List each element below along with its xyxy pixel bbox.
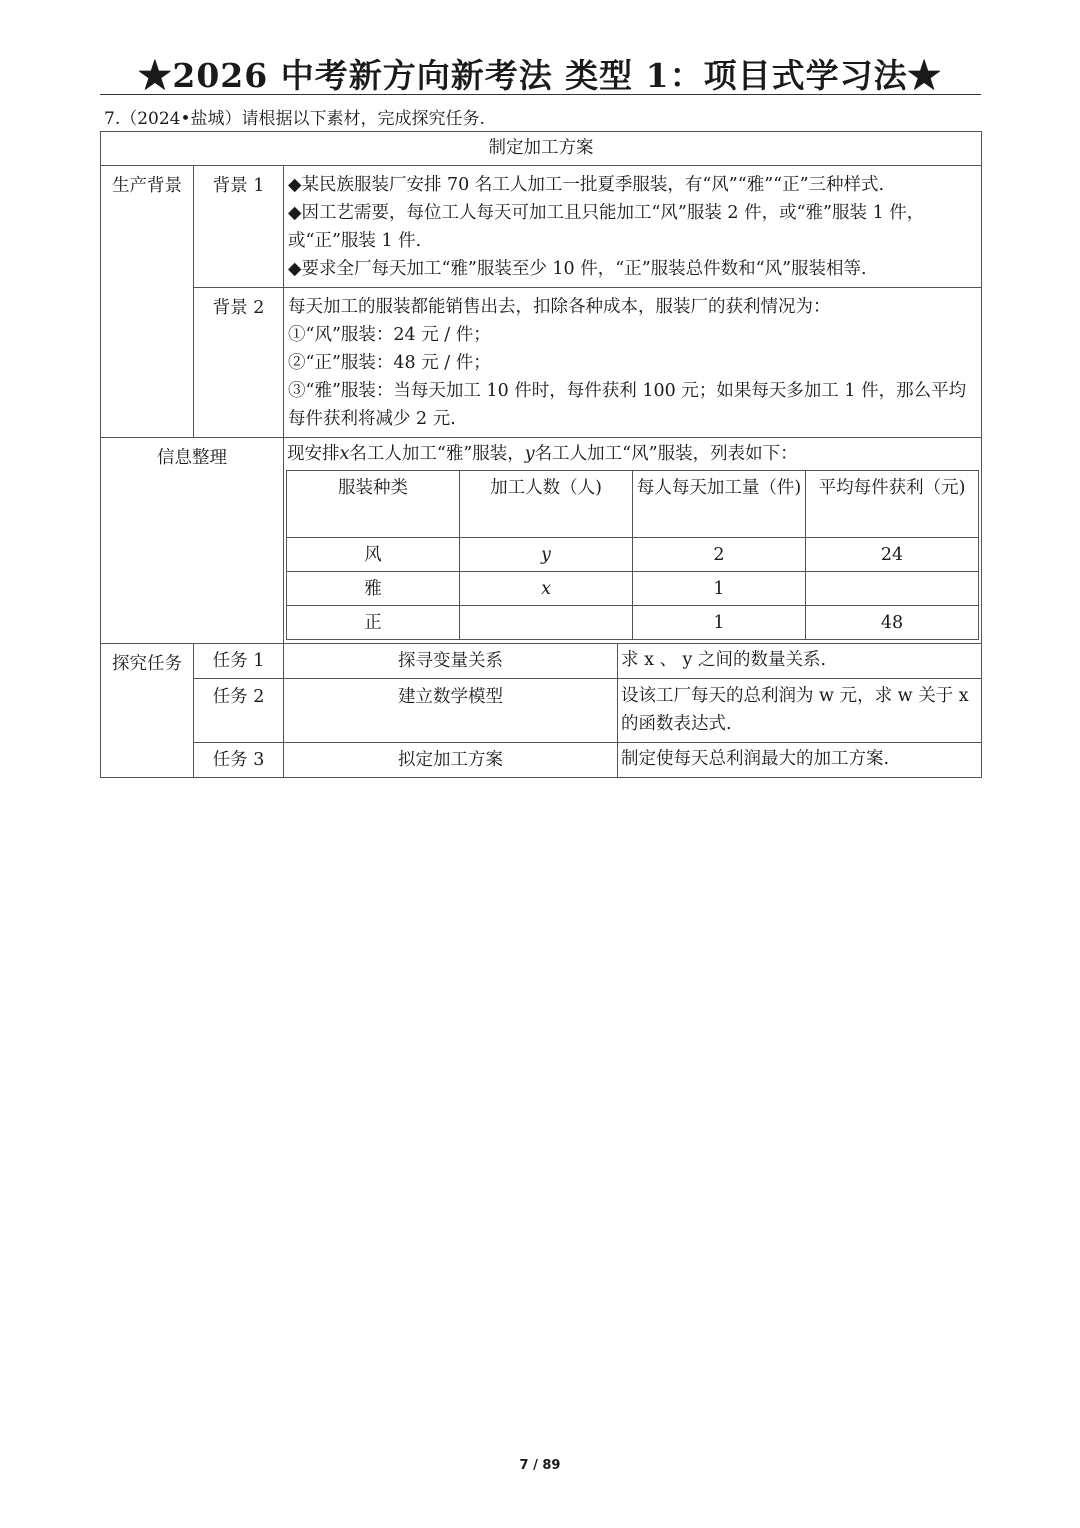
table-title: 制定加工方案 xyxy=(101,132,982,166)
background-2-line-1: 每天加工的服装都能销售出去，扣除各种成本，服装厂的获利情况为： xyxy=(288,297,831,317)
background-2-label: 背景 2 xyxy=(194,288,284,438)
info-content xyxy=(284,438,982,644)
explore-tasks-label: 探究任务 xyxy=(101,644,194,778)
header-cell-workers: 加工人数（人) xyxy=(460,471,633,538)
cell-output: 1 xyxy=(633,572,806,606)
task-3-row xyxy=(101,743,982,778)
background-1-label: 背景 1 xyxy=(194,166,284,288)
table-row xyxy=(287,606,979,640)
cell-workers: x xyxy=(460,572,633,606)
info-row xyxy=(101,438,982,644)
background-1-content xyxy=(284,166,982,288)
cell-profit: 48 xyxy=(806,606,979,640)
background-2-line-4: ③“雅”服装：当每天加工 10 件时，每件获利 100 元；如果每天多加工 1 件，那么平均每件获利将减少 2 元. xyxy=(288,381,967,429)
background-1-line-3: ◆要求全厂每天加工“雅”服装至少 10 件，“正”服装总件数和“风”服装相等. xyxy=(288,259,867,279)
task-3-desc: 制定使每天总利润最大的加工方案. xyxy=(618,743,982,778)
task-1-row xyxy=(101,644,982,679)
cell-profit: 24 xyxy=(806,538,979,572)
page-header-title: ★2026 中考新方向新考法 类型 1：项目式学习法★ xyxy=(138,56,942,95)
task-2-label: 任务 2 xyxy=(194,679,284,743)
cell-type: 正 xyxy=(287,606,460,640)
header-cell-profit: 平均每件获利（元) xyxy=(806,471,979,538)
background-1-line-2: ◆因工艺需要，每位工人每天可加工且只能加工“风”服装 2 件，或“雅”服装 1 件，或“正”服装 1 件. xyxy=(288,203,925,251)
background-1-line-1: ◆某民族服装厂安排 70 名工人加工一批夏季服装，有“风”“雅”“正”三种样式. xyxy=(288,175,885,195)
info-table xyxy=(286,470,979,640)
header-cell-type: 服装种类 xyxy=(287,471,460,538)
cell-workers xyxy=(460,606,633,640)
production-background-label: 生产背景 xyxy=(101,166,194,438)
cell-profit xyxy=(806,572,979,606)
question-stem: 7.（2024•盐城）请根据以下素材，完成探究任务. xyxy=(104,109,485,129)
header-divider xyxy=(100,94,981,95)
background-2-line-2: ①“风”服装：24 元 / 件； xyxy=(288,325,491,345)
plan-table xyxy=(100,131,982,778)
cell-type: 风 xyxy=(287,538,460,572)
cell-output: 1 xyxy=(633,606,806,640)
background-2-content xyxy=(284,288,982,438)
task-1-name: 探寻变量关系 xyxy=(284,644,618,679)
task-3-label: 任务 3 xyxy=(194,743,284,778)
background-2-row xyxy=(101,288,982,438)
info-intro: 现安排x名工人加工“雅”服装，y名工人加工“风”服装，列表如下： xyxy=(287,444,798,464)
task-1-desc: 求 x 、 y 之间的数量关系. xyxy=(618,644,982,679)
cell-workers: y xyxy=(460,538,633,572)
page-number: 7 / 89 xyxy=(519,1458,561,1473)
background-2-line-3: ②“正”服装：48 元 / 件； xyxy=(288,353,491,373)
task-1-label: 任务 1 xyxy=(194,644,284,679)
cell-type: 雅 xyxy=(287,572,460,606)
header-cell-output: 每人每天加工量（件) xyxy=(633,471,806,538)
table-row xyxy=(287,538,979,572)
info-organize-label: 信息整理 xyxy=(101,438,284,644)
task-2-row xyxy=(101,679,982,743)
cell-output: 2 xyxy=(633,538,806,572)
table-row xyxy=(287,572,979,606)
task-3-name: 拟定加工方案 xyxy=(284,743,618,778)
table-title-row xyxy=(101,132,982,166)
info-table-header xyxy=(287,471,979,538)
task-2-desc: 设该工厂每天的总利润为 w 元，求 w 关于 x 的函数表达式. xyxy=(618,679,982,743)
task-2-name: 建立数学模型 xyxy=(284,679,618,743)
background-1-row xyxy=(101,166,982,288)
